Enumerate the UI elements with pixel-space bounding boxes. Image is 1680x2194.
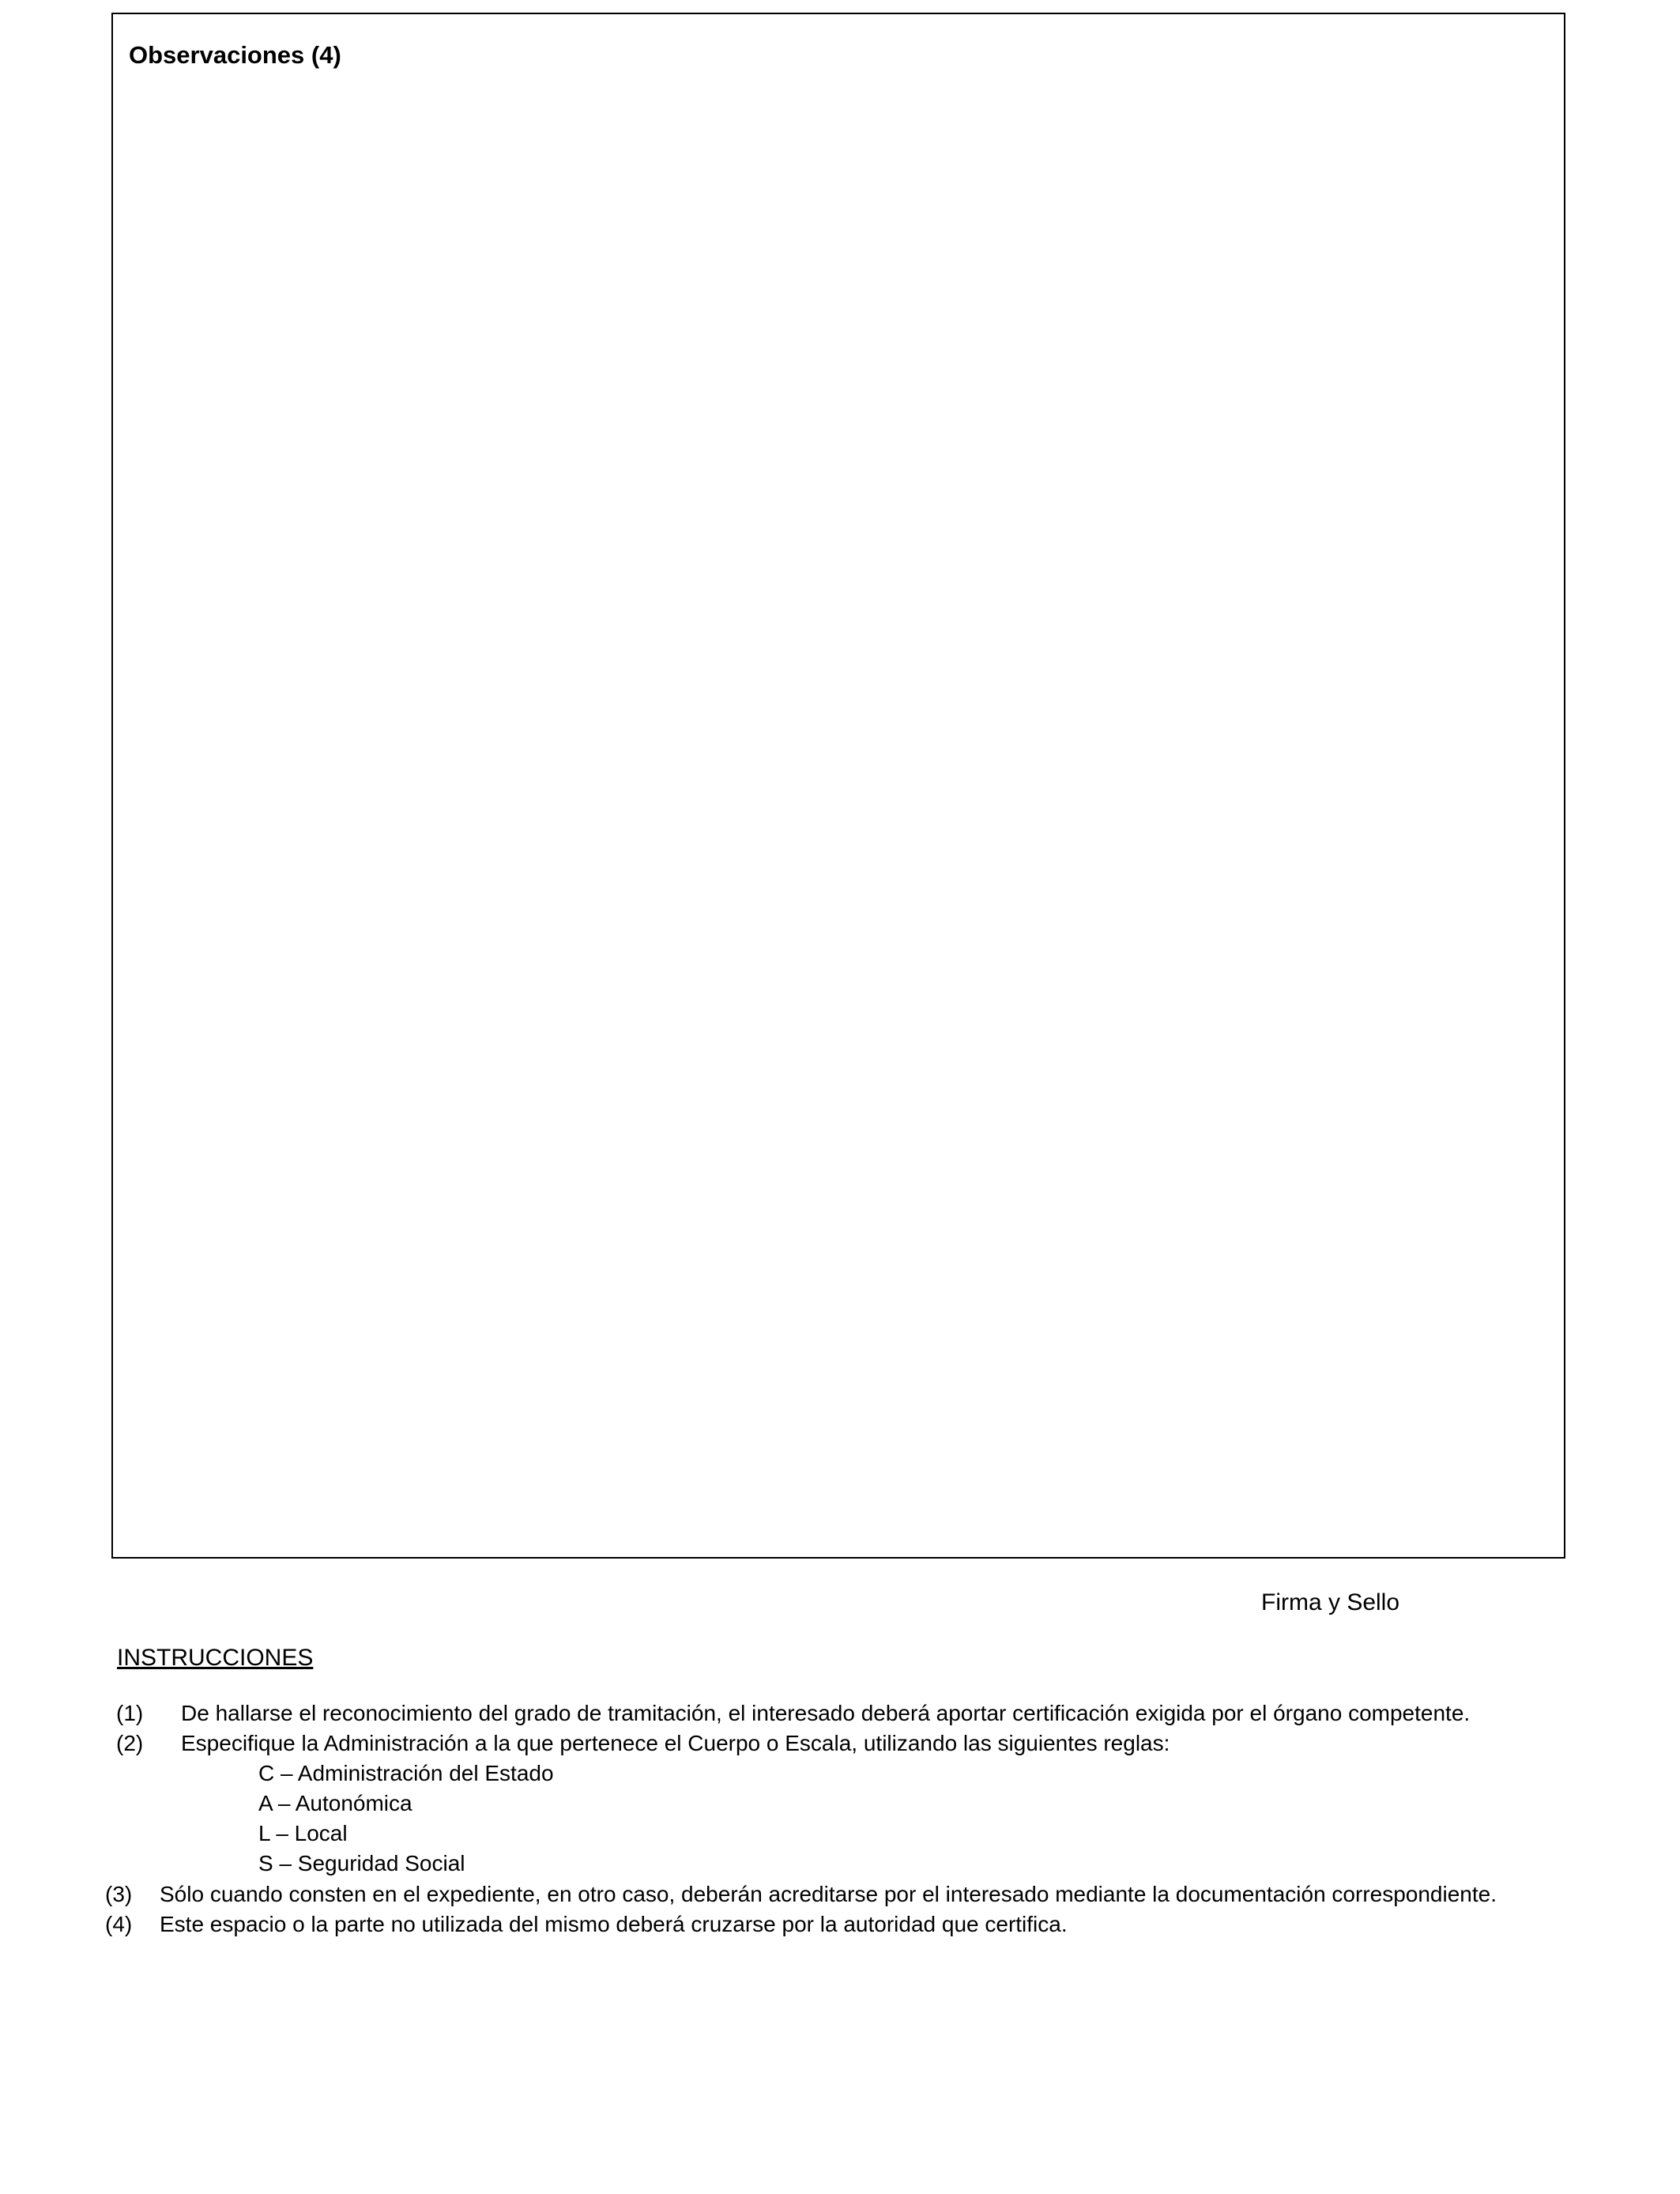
signature-label: Firma y Sello [1261, 1589, 1400, 1615]
instructions-heading: INSTRUCCIONES [117, 1645, 314, 1671]
instruction-2-text: Especifique la Administración a la que pertenece el Cuerpo o Escala, utilizando las siguientes reglas: [181, 1731, 1170, 1755]
observaciones-title: Observaciones (4) [129, 41, 341, 69]
instruction-4-number: (4) [105, 1912, 133, 1936]
rule-s: S – Seguridad Social [258, 1851, 465, 1875]
instruction-4-text: Este espacio o la parte no utilizada del mismo deberá cruzarse por la autoridad que certifica. [160, 1912, 1068, 1936]
instruction-1-text: De hallarse el reconocimiento del grado de tramitación, el interesado deberá aportar certificación exigida por el órgano competente. [181, 1701, 1471, 1725]
instruction-3-text: Sólo cuando consten en el expediente, en otro caso, deberán acreditarse por el interesado mediante la documentación correspondiente. [160, 1882, 1497, 1906]
instruction-2-number: (2) [116, 1731, 144, 1755]
rule-c: C – Administración del Estado [258, 1761, 554, 1785]
rule-l: L – Local [258, 1821, 348, 1845]
observaciones-box [111, 13, 1565, 1559]
rule-a: A – Autonómica [258, 1791, 412, 1815]
instruction-3-number: (3) [105, 1882, 133, 1906]
instruction-1-number: (1) [116, 1701, 144, 1725]
